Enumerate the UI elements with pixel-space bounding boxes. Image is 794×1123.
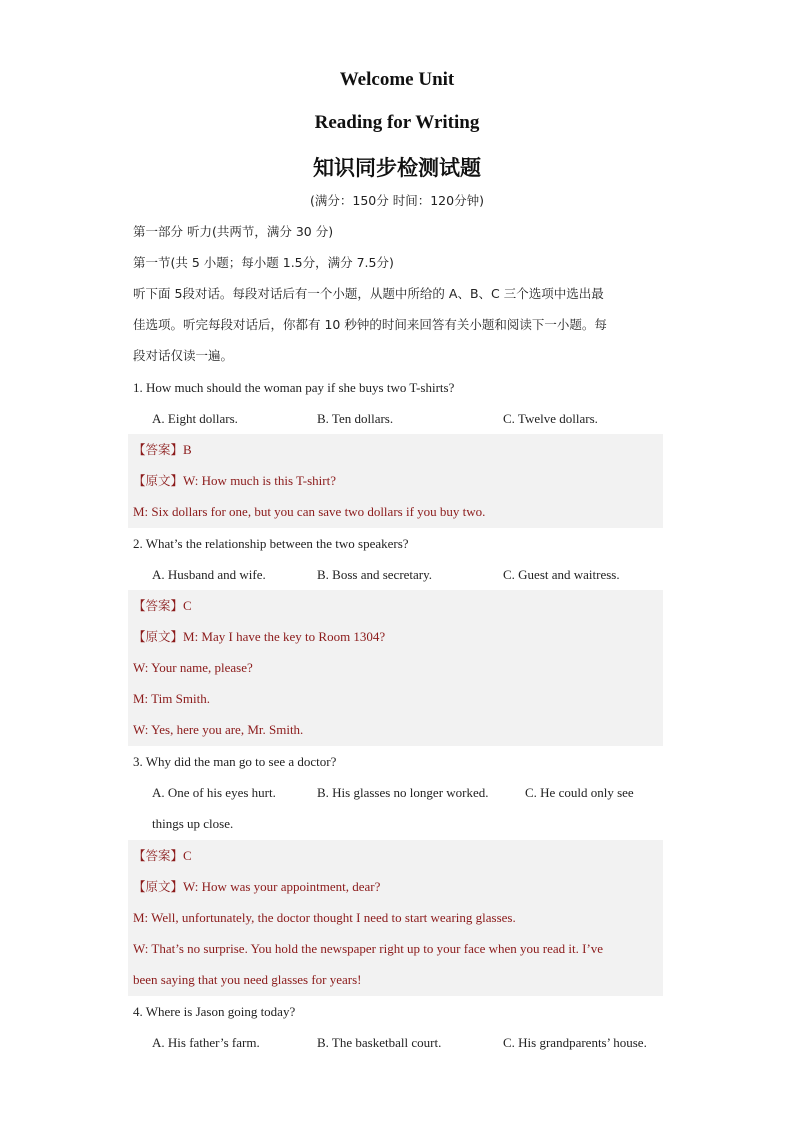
- answer-value: C: [183, 848, 192, 863]
- question-2: 2. What’s the relationship between the two speakers?: [133, 536, 409, 551]
- title-test: 知识同步检测试题: [313, 156, 481, 180]
- q3-answer: [133, 846, 663, 866]
- q1-option-a: A. Eight dollars.: [152, 411, 238, 426]
- part-heading: 第一部分 听力(共两节，满分 30 分): [133, 224, 334, 239]
- source-tag: 【原文】: [133, 473, 184, 488]
- q1-option-b: B. Ten dollars.: [317, 411, 394, 426]
- instruction-line-1: 听下面 5段对话。每段对话后有一个小题，从题中所给的 A、B、C 三个选项中选出最: [133, 286, 604, 301]
- q3-option-c-cont: things up close.: [152, 816, 234, 831]
- source-tag: 【原文】: [133, 879, 184, 894]
- instruction-line-3: 段对话仅读一遍。: [133, 348, 234, 363]
- q1-source-1: [133, 471, 663, 491]
- source-text: W: How much is this T-shirt?: [183, 473, 337, 488]
- answer-value: B: [183, 442, 192, 457]
- answer-value: C: [183, 598, 192, 613]
- answer-tag: 【答案】: [133, 598, 184, 613]
- q2-source-1: [133, 627, 663, 647]
- question-3: 3. Why did the man go to see a doctor?: [133, 754, 337, 769]
- q4-option-b: B. The basketball court.: [317, 1035, 442, 1050]
- q3-source-2: M: Well, unfortunately, the doctor thought I need to start wearing glasses.: [133, 910, 516, 925]
- q3-option-b: B. His glasses no longer worked.: [317, 785, 489, 800]
- q2-answer: [133, 596, 663, 616]
- q2-option-a: A. Husband and wife.: [152, 567, 266, 582]
- q3-source-1: [133, 877, 663, 897]
- q2-source-2: W: Your name, please?: [133, 660, 253, 675]
- question-1: 1. How much should the woman pay if she buys two T-shirts?: [133, 380, 455, 395]
- q1-source-2: M: Six dollars for one, but you can save two dollars if you buy two.: [133, 504, 486, 519]
- q4-option-a: A. His father’s farm.: [152, 1035, 260, 1050]
- instruction-line-2: 佳选项。听完每段对话后，你都有 10 秒钟的时间来回答有关小题和阅读下一小题。每: [133, 317, 607, 332]
- source-text: W: How was your appointment, dear?: [183, 879, 381, 894]
- score-line: (满分：150分 时间：120分钟): [310, 193, 484, 208]
- section-heading: 第一节(共 5 小题；每小题 1.5分，满分 7.5分): [133, 255, 394, 270]
- q2-source-4: W: Yes, here you are, Mr. Smith.: [133, 722, 304, 737]
- answer-tag: 【答案】: [133, 442, 184, 457]
- source-text: M: May I have the key to Room 1304?: [183, 629, 386, 644]
- q3-source-4: been saying that you need glasses for years!: [133, 972, 362, 987]
- title-unit: Welcome Unit: [339, 69, 455, 90]
- title-reading: Reading for Writing: [314, 112, 480, 133]
- q1-answer: [133, 440, 663, 460]
- q3-option-a: A. One of his eyes hurt.: [152, 785, 276, 800]
- question-4: 4. Where is Jason going today?: [133, 1004, 296, 1019]
- q3-source-3: W: That’s no surprise. You hold the newspaper right up to your face when you read it. I’ve: [133, 941, 604, 956]
- q3-option-c: C. He could only see: [525, 785, 634, 800]
- q2-option-b: B. Boss and secretary.: [317, 567, 433, 582]
- source-tag: 【原文】: [133, 629, 184, 644]
- q2-option-c: C. Guest and waitress.: [503, 567, 620, 582]
- q2-source-3: M: Tim Smith.: [133, 691, 210, 706]
- q1-option-c: C. Twelve dollars.: [503, 411, 598, 426]
- q4-option-c: C. His grandparents’ house.: [503, 1035, 647, 1050]
- answer-tag: 【答案】: [133, 848, 184, 863]
